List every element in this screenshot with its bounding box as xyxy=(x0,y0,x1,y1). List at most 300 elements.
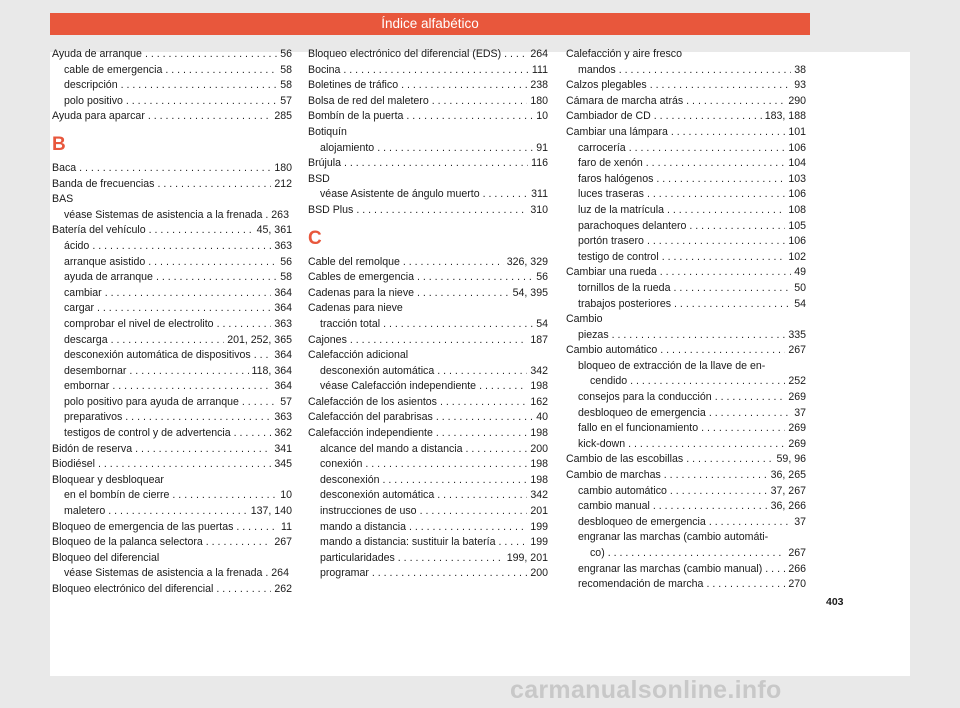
index-entry xyxy=(52,488,292,504)
index-entry xyxy=(308,457,548,473)
dot-leader xyxy=(145,47,277,63)
entry-page: 200 xyxy=(530,442,548,455)
entry-page: 285 xyxy=(274,110,292,123)
dot-leader xyxy=(356,203,527,219)
entry-term: Cable del remolque xyxy=(308,255,400,268)
entry-page: 310 xyxy=(530,203,548,216)
dot-leader xyxy=(686,94,785,110)
entry-page: 54 xyxy=(794,297,806,310)
entry-page: 54, 395 xyxy=(512,286,548,299)
entry-term: Calefacción independiente xyxy=(308,427,433,440)
dot-leader xyxy=(673,281,791,297)
entry-page: 311 xyxy=(531,188,548,201)
dot-leader xyxy=(125,410,271,426)
entry-term: desconexión xyxy=(320,473,380,486)
dot-leader xyxy=(383,473,528,489)
dot-leader xyxy=(383,317,533,333)
index-heading: Calefacción adicional xyxy=(308,349,409,362)
entry-term: kick-down xyxy=(578,437,626,450)
entry-term: cambiar xyxy=(64,286,102,299)
entry-term: luces traseras xyxy=(578,188,644,201)
entry-term: desembornar xyxy=(64,364,127,377)
index-heading: Cadenas para nieve xyxy=(308,302,403,315)
dot-leader xyxy=(483,187,529,203)
entry-term: Brújula xyxy=(308,157,341,170)
dot-leader xyxy=(670,484,768,500)
dot-leader xyxy=(234,426,272,442)
index-heading: BAS xyxy=(52,193,74,206)
entry-term: Cambiar una lámpara xyxy=(566,125,668,138)
entry-term: Cambio de las escobillas xyxy=(566,453,684,466)
entry-page: 212 xyxy=(274,177,292,190)
index-entry xyxy=(566,499,806,515)
dot-leader xyxy=(437,488,527,504)
index-entry xyxy=(52,109,292,125)
index-entry xyxy=(566,94,806,110)
dot-leader xyxy=(709,406,791,422)
entry-term: Bidón de reserva xyxy=(52,442,133,455)
entry-term: alojamiento xyxy=(320,141,375,154)
index-entry xyxy=(308,395,548,411)
entry-term: BSD Plus xyxy=(308,203,354,216)
index-entry xyxy=(308,364,548,380)
entry-term: carrocería xyxy=(578,141,626,154)
index-entry xyxy=(308,442,548,458)
dot-leader xyxy=(135,442,271,458)
dot-leader xyxy=(112,379,271,395)
entry-term: mando a distancia: sustituir la batería xyxy=(320,536,496,549)
entry-page: 37 xyxy=(794,515,806,528)
dot-leader xyxy=(108,504,248,520)
entry-term: Bombín de la puerta xyxy=(308,110,404,123)
index-entry xyxy=(52,94,292,110)
index-entry xyxy=(52,410,292,426)
entry-term: descarga xyxy=(64,333,108,346)
dot-leader xyxy=(111,333,225,349)
dot-leader xyxy=(686,452,773,468)
entry-term: Bolsa de red del maletero xyxy=(308,94,429,107)
entry-page: 58 xyxy=(280,79,292,92)
dot-leader xyxy=(647,187,785,203)
index-entry xyxy=(566,546,806,562)
dot-leader xyxy=(656,172,785,188)
dot-leader xyxy=(479,379,527,395)
entry-page: 49 xyxy=(794,266,806,279)
index-column-1 xyxy=(52,47,292,598)
index-entry xyxy=(52,223,292,239)
entry-term: ácido xyxy=(64,239,90,252)
index-entry xyxy=(566,328,806,344)
index-heading: engranar las marchas (cambio automáti- xyxy=(578,531,769,544)
entry-term: trabajos posteriores xyxy=(578,297,672,310)
dot-leader xyxy=(148,109,271,125)
entry-page: 267 xyxy=(274,536,292,549)
dot-leader xyxy=(344,156,528,172)
dot-leader xyxy=(403,255,504,271)
entry-page: 56 xyxy=(536,271,548,284)
entry-page: 363 xyxy=(274,411,292,424)
dot-leader xyxy=(126,94,277,110)
entry-term: cambio automático xyxy=(578,484,667,497)
entry-page: 198 xyxy=(530,473,548,486)
entry-term: Cambiar una rueda xyxy=(566,266,657,279)
entry-term: Cámara de marcha atrás xyxy=(566,94,684,107)
dot-leader xyxy=(398,551,504,567)
index-entry xyxy=(52,78,292,94)
index-entry xyxy=(52,270,292,286)
dot-leader xyxy=(715,390,786,406)
dot-leader xyxy=(653,499,768,515)
index-entry xyxy=(308,94,548,110)
index-entry xyxy=(52,582,292,598)
index-entry xyxy=(566,141,806,157)
entry-page: 11 xyxy=(281,520,292,533)
entry-page: 264 xyxy=(530,48,548,60)
entry-term: Boletines de tráfico xyxy=(308,79,399,92)
dot-leader xyxy=(674,297,791,313)
entry-term: mando a distancia xyxy=(320,520,406,533)
dot-leader xyxy=(216,582,271,598)
entry-page: 58 xyxy=(280,271,292,284)
entry-page: 54 xyxy=(536,317,548,330)
index-entry xyxy=(566,125,806,141)
dot-leader xyxy=(608,546,786,562)
entry-term: piezas xyxy=(578,328,609,341)
index-entry xyxy=(52,161,292,177)
entry-term: polo positivo xyxy=(64,94,123,107)
entry-page: 180 xyxy=(274,161,292,174)
index-entry xyxy=(566,219,806,235)
index-entry xyxy=(308,535,548,551)
dot-leader xyxy=(409,520,527,536)
entry-page: 198 xyxy=(530,427,548,440)
entry-page: 36, 265 xyxy=(770,469,806,482)
entry-page: 269 xyxy=(788,391,806,404)
entry-term: cargar xyxy=(64,302,95,315)
entry-page: 198 xyxy=(530,380,548,393)
index-entry xyxy=(566,374,806,390)
index-entry xyxy=(566,203,806,219)
dot-leader xyxy=(372,566,527,582)
entry-term: Bloqueo electrónico del diferencial (EDS) xyxy=(308,48,502,60)
entry-page: 101 xyxy=(788,125,806,138)
dot-leader xyxy=(662,250,786,266)
entry-page: 37 xyxy=(794,406,806,419)
dot-leader xyxy=(709,515,791,531)
index-entry xyxy=(308,426,548,442)
entry-page: 270 xyxy=(788,578,806,591)
index-entry xyxy=(308,78,548,94)
index-heading: Botiquín xyxy=(308,125,347,138)
entry-page: 57 xyxy=(280,94,292,107)
dot-leader xyxy=(105,286,272,302)
entry-page: 201, 252, 365 xyxy=(227,333,292,346)
index-entry xyxy=(308,270,548,286)
entry-page: 252 xyxy=(788,375,806,388)
dot-leader xyxy=(619,63,792,79)
dot-leader xyxy=(701,421,785,437)
index-entry xyxy=(566,437,806,453)
index-entry xyxy=(566,63,806,79)
entry-page: 290 xyxy=(788,94,806,107)
index-column-2 xyxy=(308,47,548,582)
dot-leader xyxy=(689,219,785,235)
dot-leader xyxy=(156,270,277,286)
dot-leader xyxy=(660,343,785,359)
entry-term: ayuda de arranque xyxy=(64,271,153,284)
entry-term: desconexión automática xyxy=(320,489,435,502)
entry-term: tornillos de la rueda xyxy=(578,281,671,294)
entry-term: engranar las marchas (cambio manual) . . xyxy=(578,562,775,575)
index-entry xyxy=(566,515,806,531)
dot-leader xyxy=(777,562,785,578)
dot-leader xyxy=(612,328,786,344)
entry-term: polo positivo para ayuda de arranque xyxy=(64,395,239,408)
index-entry xyxy=(308,504,548,520)
entry-page: 93 xyxy=(794,79,806,92)
entry-term: mandos xyxy=(578,63,616,76)
index-entry xyxy=(52,333,292,349)
dot-leader xyxy=(417,270,533,286)
entry-page: 200 xyxy=(530,567,548,580)
dot-leader xyxy=(129,364,248,380)
index-entry xyxy=(52,504,292,520)
entry-term: desbloqueo de emergencia xyxy=(578,515,706,528)
entry-term: Cambio automático xyxy=(566,344,658,357)
index-entry xyxy=(566,281,806,297)
entry-page: 106 xyxy=(788,141,806,154)
entry-page: 267 xyxy=(788,547,806,559)
entry-page: 363 xyxy=(274,239,292,252)
entry-term: desconexión automática xyxy=(320,364,435,377)
dot-leader xyxy=(206,535,272,551)
entry-page: 183, 188 xyxy=(764,110,806,123)
entry-page: 187 xyxy=(530,333,548,346)
dot-leader xyxy=(148,255,277,271)
entry-term: portón trasero xyxy=(578,235,644,248)
dot-leader xyxy=(172,488,277,504)
entry-page: 118, 364 xyxy=(251,364,292,377)
entry-page: 45, 361 xyxy=(256,224,292,237)
entry-term: Banda de frecuencias xyxy=(52,177,155,190)
entry-term: faros halógenos xyxy=(578,172,654,185)
dot-leader xyxy=(157,177,271,193)
index-entry xyxy=(566,452,806,468)
dot-leader xyxy=(671,125,785,141)
index-entry xyxy=(566,468,806,484)
index-entry xyxy=(566,390,806,406)
page-number: 403 xyxy=(826,596,844,608)
index-entry xyxy=(308,156,548,172)
entry-term: desbloqueo de emergencia xyxy=(578,406,706,419)
entry-term: maletero xyxy=(64,505,106,518)
entry-page: 59, 96 xyxy=(776,453,806,466)
index-entry xyxy=(566,421,806,437)
dot-leader xyxy=(646,156,786,172)
dot-leader xyxy=(654,109,762,125)
page-title: Índice alfabético xyxy=(50,13,810,35)
index-column-3 xyxy=(566,47,806,593)
dot-leader xyxy=(436,410,533,426)
dot-leader xyxy=(630,374,785,390)
entry-page: 269 xyxy=(788,422,806,435)
dot-leader xyxy=(498,535,527,551)
entry-term: alcance del mando a distancia xyxy=(320,442,463,455)
entry-page: 106 xyxy=(788,188,806,201)
section-letter: C xyxy=(308,227,322,249)
dot-leader xyxy=(365,457,527,473)
dot-leader xyxy=(343,63,528,79)
entry-page: 36, 266 xyxy=(770,500,806,513)
index-entry xyxy=(52,317,292,333)
entry-page: 345 xyxy=(274,458,292,471)
entry-page: 238 xyxy=(530,79,548,92)
index-entry xyxy=(566,109,806,125)
index-heading: Bloquear y desbloquear xyxy=(52,473,164,486)
index-heading: Cambio xyxy=(566,313,603,326)
entry-term: véase Asistente de ángulo muerto xyxy=(320,188,480,201)
index-entry xyxy=(308,566,548,582)
index-entry xyxy=(566,484,806,500)
entry-term: fallo en el funcionamiento xyxy=(578,422,699,435)
dot-leader xyxy=(420,504,528,520)
index-entry xyxy=(52,535,292,551)
index-entry xyxy=(308,333,548,349)
index-heading: Calefacción y aire fresco xyxy=(566,48,682,60)
index-entry xyxy=(52,442,292,458)
entry-page: 198 xyxy=(530,458,548,471)
entry-term: desconexión automática de dispositivos xyxy=(64,349,251,362)
entry-page: 364 xyxy=(274,286,292,299)
index-entry xyxy=(52,239,292,255)
dot-leader xyxy=(406,109,533,125)
entry-term: Cables de emergencia xyxy=(308,271,414,284)
dot-leader xyxy=(628,437,785,453)
index-entry xyxy=(52,348,292,364)
index-entry xyxy=(52,63,292,79)
entry-term: arranque asistido xyxy=(64,255,146,268)
dot-leader xyxy=(437,364,527,380)
entry-term: testigo de control xyxy=(578,250,659,263)
entry-term: comprobar el nivel de electrolito xyxy=(64,317,214,330)
entry-page: 58 xyxy=(280,63,292,76)
entry-page: 37, 267 xyxy=(770,484,806,497)
entry-term: Bocina xyxy=(308,63,341,76)
entry-page: 326, 329 xyxy=(506,255,548,268)
index-entry xyxy=(308,109,548,125)
entry-page: 111 xyxy=(531,63,548,76)
entry-term: Ayuda de arranque xyxy=(52,48,142,60)
dot-leader xyxy=(79,161,271,177)
index-entry xyxy=(566,187,806,203)
entry-page: 364 xyxy=(274,302,292,315)
entry-term: cable de emergencia xyxy=(64,63,163,76)
index-entry xyxy=(308,488,548,504)
entry-page: 104 xyxy=(788,157,806,170)
entry-term: Calefacción del parabrisas xyxy=(308,411,433,424)
entry-term: preparativos xyxy=(64,411,123,424)
index-entry xyxy=(566,297,806,313)
entry-term: co) xyxy=(590,547,605,559)
entry-page: 267 xyxy=(788,344,806,357)
dot-leader xyxy=(149,223,254,239)
dot-leader xyxy=(242,395,277,411)
entry-term: cendido xyxy=(590,375,628,388)
dot-leader xyxy=(664,468,768,484)
entry-term: Batería del vehículo xyxy=(52,224,146,237)
entry-term: Calzos plegables xyxy=(566,79,647,92)
dot-leader xyxy=(647,234,785,250)
dot-leader xyxy=(350,333,527,349)
index-entry xyxy=(566,234,806,250)
index-entry xyxy=(52,177,292,193)
index-entry xyxy=(308,379,548,395)
index-entry xyxy=(308,551,548,567)
index-entry xyxy=(566,577,806,593)
entry-page: 199, 201 xyxy=(506,551,548,564)
entry-term: Bloqueo electrónico del diferencial xyxy=(52,583,214,595)
entry-term: tracción total xyxy=(320,317,381,330)
index-entry xyxy=(52,426,292,442)
entry-term: Cambiador de CD xyxy=(566,110,651,123)
index-entry xyxy=(52,520,292,536)
index-entry xyxy=(566,562,806,578)
dot-leader xyxy=(440,395,527,411)
index-entry xyxy=(566,172,806,188)
entry-term: en el bombín de cierre xyxy=(64,489,170,502)
entry-term: recomendación de marcha xyxy=(578,578,704,591)
dot-leader xyxy=(504,47,527,63)
entry-term: Bloqueo de emergencia de las puertas xyxy=(52,520,234,533)
entry-term: instrucciones de uso xyxy=(320,505,417,518)
entry-page: 335 xyxy=(788,328,806,341)
entry-page: 342 xyxy=(530,489,548,502)
dot-leader xyxy=(217,317,272,333)
entry-term: luz de la matrícula xyxy=(578,203,664,216)
index-entry xyxy=(308,255,548,271)
dot-leader xyxy=(466,442,528,458)
entry-page: 364 xyxy=(274,349,292,362)
entry-term: embornar xyxy=(64,380,110,393)
index-entry xyxy=(566,343,806,359)
entry-term: Biodiésel xyxy=(52,458,95,471)
index-heading: BSD xyxy=(308,172,330,185)
dot-leader xyxy=(121,78,278,94)
index-entry xyxy=(308,473,548,489)
entry-page: 102 xyxy=(788,250,806,263)
index-entry xyxy=(52,379,292,395)
index-entry xyxy=(566,156,806,172)
entry-page: 10 xyxy=(280,489,292,502)
entry-term: véase Calefacción independiente xyxy=(320,380,477,393)
entry-term: particularidades xyxy=(320,551,395,564)
entry-page: 105 xyxy=(788,219,806,232)
entry-term: programar xyxy=(320,567,369,580)
entry-page: 363 xyxy=(274,317,292,330)
dot-leader xyxy=(667,203,785,219)
entry-page: 56 xyxy=(280,255,292,268)
index-entry xyxy=(52,364,292,380)
entry-page: 180 xyxy=(530,94,548,107)
index-entry xyxy=(308,410,548,426)
entry-page: 108 xyxy=(788,203,806,216)
entry-term: consejos para la conducción xyxy=(578,391,712,404)
index-heading: véase Sistemas de asistencia a la frenada . 264 xyxy=(64,567,289,580)
index-entry xyxy=(308,286,548,302)
entry-term: Baca xyxy=(52,161,77,174)
index-entry xyxy=(52,255,292,271)
entry-page: 269 xyxy=(788,437,806,450)
